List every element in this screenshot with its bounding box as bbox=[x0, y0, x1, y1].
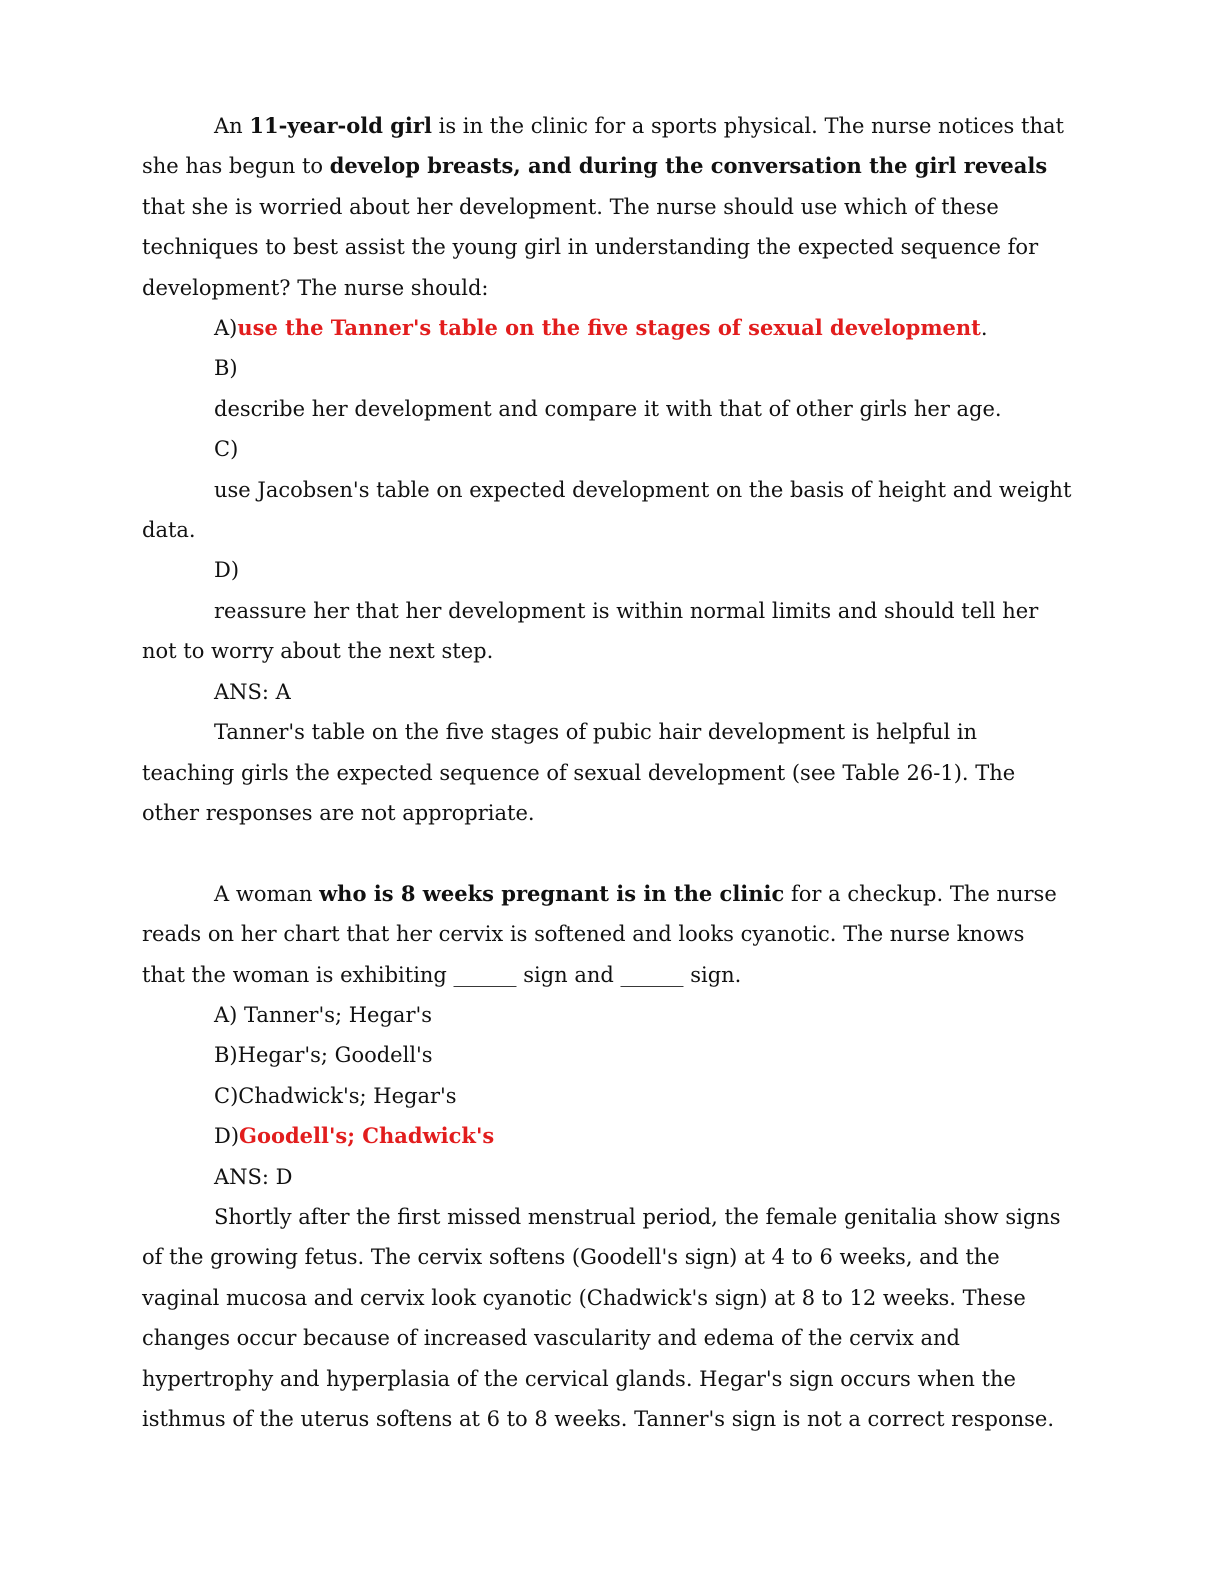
option-punctuation: . bbox=[980, 316, 988, 341]
option-label: A) bbox=[214, 316, 238, 341]
q1-option-b-text: describe her development and compare it with that of other girls her age. bbox=[214, 396, 1002, 421]
stem-text: A woman bbox=[214, 881, 320, 906]
correct-answer-text: use the Tanner's table on the five stages of sexual development bbox=[237, 315, 981, 341]
question-1-stem bbox=[142, 106, 1072, 308]
stem-text: An bbox=[214, 114, 250, 138]
option-label: D) bbox=[214, 1124, 240, 1149]
correct-answer-text: Goodell's; Chadwick's bbox=[239, 1123, 495, 1149]
q1-rationale: Tanner's table on the five stages of pubic hair development is helpful in teaching girls the expected sequence of sexual development (see Table 26-1). The other responses are not appropriate. bbox=[142, 720, 1016, 825]
q1-option-c-text: use Jacobsen's table on expected development on the basis of height and weight data. bbox=[142, 477, 1072, 543]
stem-text: for a checkup. The nurse reads on her chart that her cervix is softened and looks cyanotic. The nurse knows that the woman is exhibiting ______ sign and ______ sign. bbox=[142, 881, 1057, 987]
q2-rationale: Shortly after the first missed menstrual period, the female genitalia show signs of the growing fetus. The cervix softens (Goodell's sign) at 4 to 6 weeks, and the vaginal mucosa and cervix look cyanotic (Chadwick's sign) at 8 to 12 weeks. These changes occur because of increased vascularity and edema of the cervix and hypertrophy and hyperplasia of the cervical glands. Hegar's sign occurs when the isthmus of the uterus softens at 6 to 8 weeks. Tanner's sign is not a correct response. bbox=[142, 1204, 1061, 1431]
stem-bold-text: develop breasts, and during the conversation the girl reveals bbox=[329, 153, 1048, 179]
question-separator bbox=[142, 833, 1072, 873]
q2-option-c: C)Chadwick's; Hegar's bbox=[214, 1083, 457, 1108]
stem-bold-text: 11-year-old girl bbox=[249, 113, 432, 138]
q1-option-c-label: C) bbox=[214, 437, 239, 462]
q2-answer: ANS: D bbox=[214, 1164, 293, 1189]
question-2-stem bbox=[142, 874, 1072, 995]
q1-option-d-text: reassure her that her development is within normal limits and should tell her not to worry about the next step. bbox=[142, 598, 1039, 664]
document-page bbox=[142, 106, 1072, 1439]
q2-option-a: A) Tanner's; Hegar's bbox=[214, 1002, 433, 1027]
q1-option-b-label: B) bbox=[214, 356, 238, 381]
q1-answer: ANS: A bbox=[214, 679, 291, 704]
q2-option-b: B)Hegar's; Goodell's bbox=[214, 1043, 433, 1068]
stem-bold-text: who is 8 weeks pregnant is in the clinic bbox=[319, 880, 785, 906]
q1-option-d-label: D) bbox=[214, 558, 240, 583]
q2-option-d bbox=[142, 1116, 1072, 1156]
stem-text: is in the clinic for a sports physical. The nurse notices that she has begun to bbox=[142, 114, 1064, 179]
stem-text: that she is worried about her development. The nurse should use which of these techniques to best assist the young girl in understanding the expected sequence for development? The nurse should: bbox=[142, 194, 1039, 300]
q1-option-a bbox=[142, 308, 1072, 348]
